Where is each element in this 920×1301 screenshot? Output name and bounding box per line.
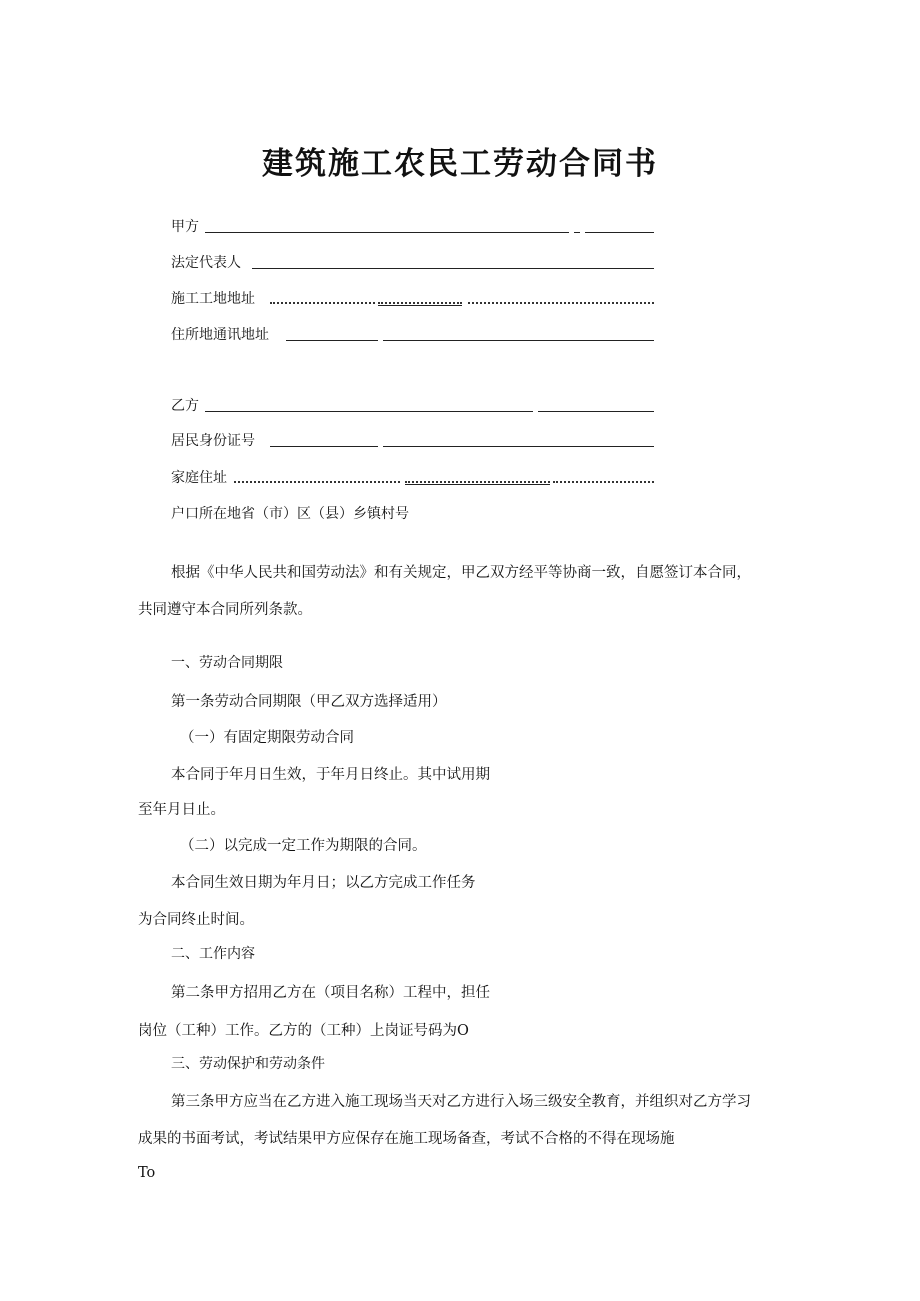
site-address-underline [378, 305, 462, 306]
fixed-term-line-2: 至年月日止。 [138, 802, 225, 818]
fixed-term-heading: （一）有固定期限劳动合同 [180, 730, 354, 746]
article-2-line-2: 岗位（工种）工作。乙方的（工种）上岗证号码为O [138, 1023, 469, 1039]
task-term-line-1: 本合同生效日期为年月日；以乙方完成工作任务 [171, 875, 476, 891]
residence-address-blank-2 [383, 340, 654, 341]
site-address-label: 施工工地地址 [171, 291, 255, 307]
task-term-heading: （二）以完成一定工作为期限的合同。 [180, 838, 427, 854]
party-a-label: 甲方 [171, 219, 199, 235]
article-3-line-1: 第三条甲方应当在乙方进入施工现场当天对乙方进行入场三级安全教育，并组织对乙方学习 [171, 1094, 751, 1110]
section-3-heading: 三、劳动保护和劳动条件 [171, 1056, 325, 1072]
party-a-blank [205, 232, 569, 233]
residence-address-blank-1 [286, 340, 378, 341]
task-term-line-2: 为合同终止时间。 [138, 912, 254, 928]
site-address-dots-1 [270, 302, 375, 304]
home-address-dots-2 [405, 481, 550, 483]
party-a-blank-tail [585, 232, 654, 233]
section-1-heading: 一、劳动合同期限 [171, 655, 283, 671]
site-address-dots-2 [378, 302, 462, 304]
id-number-blank-2 [383, 446, 654, 447]
registered-residence-label: 户口所在地省（市）区（县）乡镇村号 [171, 506, 409, 522]
representative-blank [252, 268, 654, 269]
intro-line-2: 共同遵守本合同所列条款。 [138, 602, 312, 618]
section-2-heading: 二、工作内容 [171, 946, 255, 962]
party-a-blank-gap [574, 232, 580, 233]
home-address-underline [405, 484, 550, 485]
representative-label: 法定代表人 [171, 255, 241, 271]
id-number-label: 居民身份证号 [171, 433, 255, 449]
party-b-label: 乙方 [171, 398, 199, 414]
site-address-dots-3 [468, 302, 654, 304]
article-1: 第一条劳动合同期限（甲乙双方选择适用） [171, 694, 447, 710]
document-title: 建筑施工农民工劳动合同书 [262, 146, 658, 182]
intro-line-1: 根据《中华人民共和国劳动法》和有关规定，甲乙双方经平等协商一致，自愿签订本合同， [171, 565, 751, 581]
article-3-line-3: To [138, 1165, 156, 1181]
residence-address-label: 住所地通讯地址 [171, 327, 269, 343]
home-address-dots-1 [234, 481, 400, 483]
home-address-label: 家庭住址 [171, 470, 227, 486]
article-3-line-2: 成果的书面考试，考试结果甲方应保存在施工现场备查，考试不合格的不得在现场施 [138, 1131, 675, 1147]
id-number-blank-1 [270, 446, 378, 447]
party-b-blank-tail [538, 411, 654, 412]
home-address-dots-3 [553, 481, 654, 483]
fixed-term-line-1: 本合同于年月日生效，于年月日终止。其中试用期 [171, 767, 490, 783]
article-2-line-1: 第二条甲方招用乙方在（项目名称）工程中，担任 [171, 985, 490, 1001]
party-b-blank [205, 411, 533, 412]
